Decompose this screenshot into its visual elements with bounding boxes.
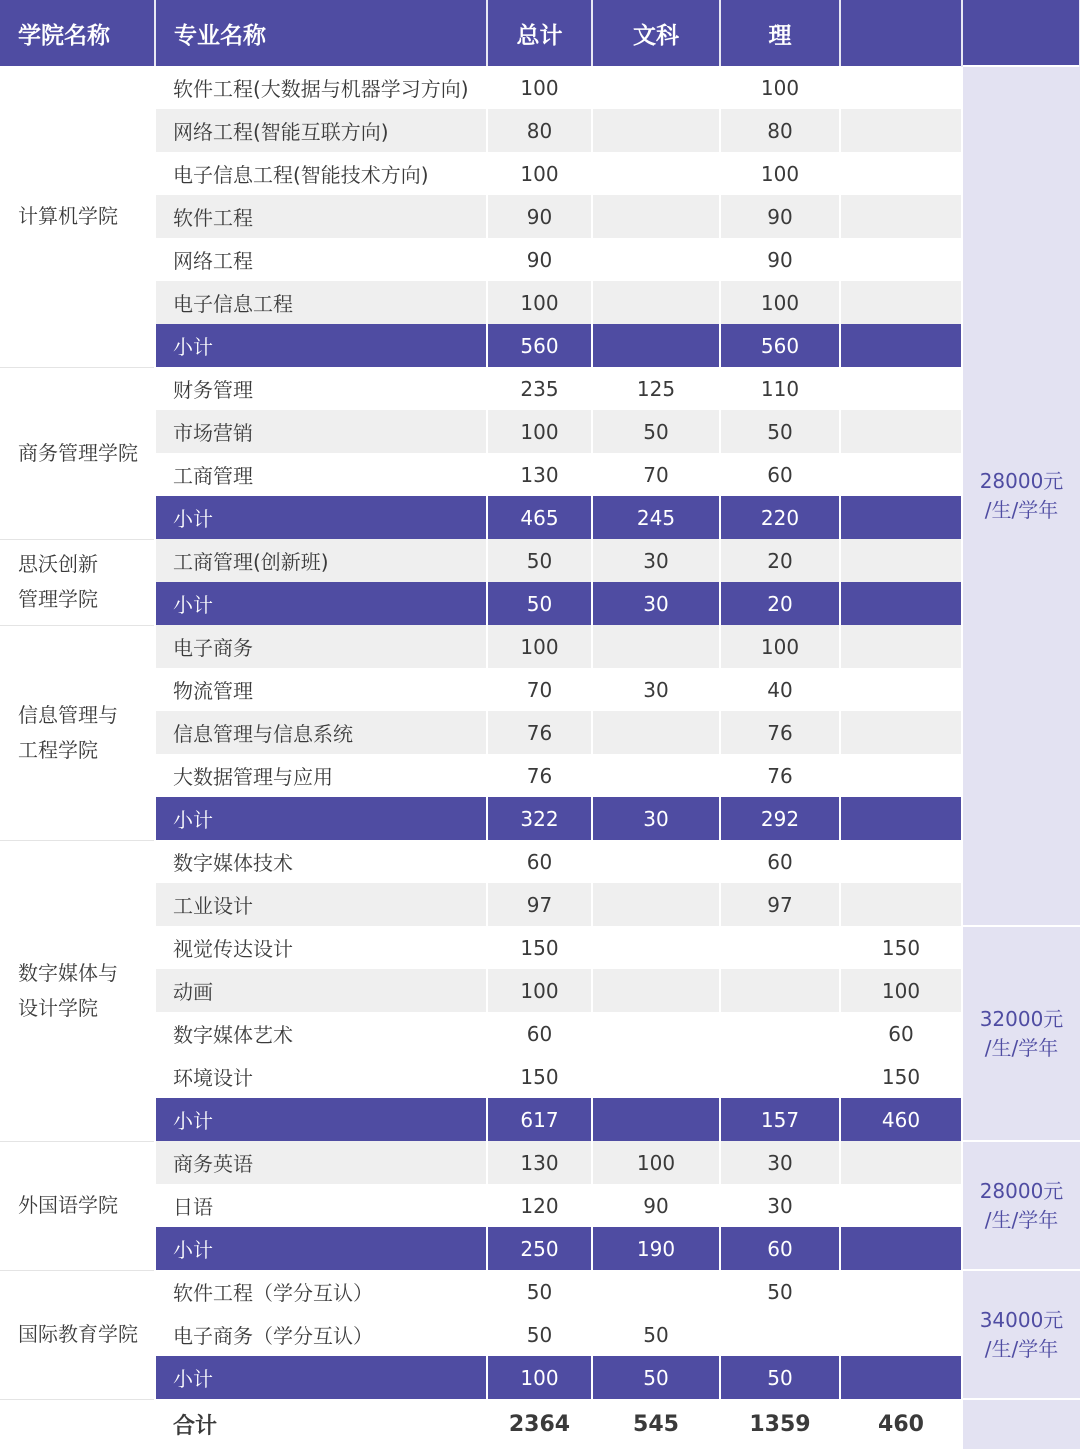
count-cell: 90 <box>487 238 592 281</box>
count-cell: 90 <box>720 195 840 238</box>
count-cell <box>592 625 720 668</box>
tuition-fee-text: 32000元 /生/学年 <box>979 1006 1064 1060</box>
total-row <box>0 1399 1080 1449</box>
table-row <box>0 668 1080 711</box>
major-name: 网络工程 <box>155 238 487 281</box>
count-cell <box>840 840 962 883</box>
count-cell <box>592 1055 720 1098</box>
major-name: 日语 <box>155 1184 487 1227</box>
tuition-fee-cell <box>962 66 1080 926</box>
subtotal-label: 小计 <box>155 324 487 367</box>
count-cell: 30 <box>592 668 720 711</box>
count-cell: 130 <box>487 453 592 496</box>
count-cell: 60 <box>720 453 840 496</box>
major-name: 电子信息工程(智能技术方向) <box>155 152 487 195</box>
subtotal-cell <box>840 582 962 625</box>
subtotal-cell <box>840 797 962 840</box>
count-cell <box>592 195 720 238</box>
count-cell <box>840 1141 962 1184</box>
count-cell <box>720 1012 840 1055</box>
major-name: 市场营销 <box>155 410 487 453</box>
subtotal-cell: 292 <box>720 797 840 840</box>
table-row <box>0 883 1080 926</box>
count-cell: 130 <box>487 1141 592 1184</box>
count-cell <box>840 539 962 582</box>
count-cell <box>840 625 962 668</box>
table-row <box>0 367 1080 410</box>
count-cell <box>840 410 962 453</box>
subtotal-row <box>0 496 1080 539</box>
total-spacer <box>0 1399 155 1449</box>
college-name: 思沃创新 管理学院 <box>0 539 155 625</box>
college-name: 商务管理学院 <box>0 367 155 539</box>
count-cell: 90 <box>720 238 840 281</box>
major-name: 物流管理 <box>155 668 487 711</box>
count-cell <box>592 883 720 926</box>
subtotal-label: 小计 <box>155 582 487 625</box>
count-cell: 50 <box>487 1270 592 1313</box>
count-cell: 100 <box>487 625 592 668</box>
count-cell <box>592 1012 720 1055</box>
header-row <box>0 0 1080 66</box>
count-cell: 30 <box>592 539 720 582</box>
count-cell <box>720 1313 840 1356</box>
subtotal-cell: 190 <box>592 1227 720 1270</box>
header-cell <box>962 0 1080 66</box>
tuition-fee-text: 28000元 /生/学年 <box>979 1178 1064 1232</box>
count-cell: 60 <box>840 1012 962 1055</box>
count-cell <box>592 1270 720 1313</box>
total-label: 合计 <box>155 1399 487 1449</box>
total-cell: 460 <box>840 1399 962 1449</box>
tuition-fee-cell <box>962 1270 1080 1399</box>
count-cell: 100 <box>487 410 592 453</box>
subtotal-cell: 20 <box>720 582 840 625</box>
subtotal-cell <box>840 496 962 539</box>
total-cell: 545 <box>592 1399 720 1449</box>
subtotal-row <box>0 1356 1080 1399</box>
major-name: 信息管理与信息系统 <box>155 711 487 754</box>
total-cell: 2364 <box>487 1399 592 1449</box>
major-name: 环境设计 <box>155 1055 487 1098</box>
count-cell <box>840 711 962 754</box>
table-row <box>0 109 1080 152</box>
count-cell <box>840 1270 962 1313</box>
count-cell: 50 <box>487 539 592 582</box>
count-cell: 40 <box>720 668 840 711</box>
subtotal-cell: 245 <box>592 496 720 539</box>
header-cell: 文科 <box>592 0 720 66</box>
count-cell: 60 <box>487 840 592 883</box>
subtotal-cell: 100 <box>487 1356 592 1399</box>
major-name: 软件工程(大数据与机器学习方向) <box>155 66 487 109</box>
major-name: 动画 <box>155 969 487 1012</box>
major-name: 数字媒体艺术 <box>155 1012 487 1055</box>
table-row <box>0 539 1080 582</box>
subtotal-cell: 560 <box>487 324 592 367</box>
major-name: 网络工程(智能互联方向) <box>155 109 487 152</box>
count-cell: 80 <box>720 109 840 152</box>
count-cell <box>840 453 962 496</box>
subtotal-label: 小计 <box>155 797 487 840</box>
total-fee-empty <box>962 1399 1080 1449</box>
count-cell: 50 <box>720 410 840 453</box>
count-cell: 235 <box>487 367 592 410</box>
count-cell: 125 <box>592 367 720 410</box>
table-row <box>0 969 1080 1012</box>
subtotal-cell: 220 <box>720 496 840 539</box>
count-cell <box>592 926 720 969</box>
count-cell: 80 <box>487 109 592 152</box>
count-cell: 110 <box>720 367 840 410</box>
major-name: 软件工程（学分互认） <box>155 1270 487 1313</box>
header-cell <box>840 0 962 66</box>
subtotal-label: 小计 <box>155 1098 487 1141</box>
count-cell: 60 <box>720 840 840 883</box>
count-cell <box>592 238 720 281</box>
subtotal-cell: 30 <box>592 582 720 625</box>
count-cell: 100 <box>487 66 592 109</box>
major-name: 视觉传达设计 <box>155 926 487 969</box>
subtotal-cell: 30 <box>592 797 720 840</box>
tuition-fee-cell <box>962 926 1080 1141</box>
count-cell: 30 <box>720 1141 840 1184</box>
subtotal-row <box>0 1098 1080 1141</box>
tuition-fee-cell <box>962 1141 1080 1270</box>
subtotal-cell: 50 <box>487 582 592 625</box>
header-cell: 专业名称 <box>155 0 487 66</box>
major-name: 电子商务 <box>155 625 487 668</box>
count-cell <box>720 969 840 1012</box>
count-cell <box>840 1313 962 1356</box>
table-row <box>0 1270 1080 1313</box>
count-cell: 100 <box>720 281 840 324</box>
table-row <box>0 410 1080 453</box>
subtotal-row <box>0 582 1080 625</box>
college-name: 信息管理与 工程学院 <box>0 625 155 840</box>
subtotal-cell: 460 <box>840 1098 962 1141</box>
major-name: 软件工程 <box>155 195 487 238</box>
table-row <box>0 152 1080 195</box>
count-cell <box>840 152 962 195</box>
table-row <box>0 711 1080 754</box>
count-cell <box>840 109 962 152</box>
count-cell <box>592 754 720 797</box>
table-row <box>0 840 1080 883</box>
count-cell: 97 <box>487 883 592 926</box>
count-cell: 50 <box>592 1313 720 1356</box>
count-cell: 150 <box>487 926 592 969</box>
major-name: 工商管理 <box>155 453 487 496</box>
count-cell: 100 <box>720 152 840 195</box>
header-cell: 理 <box>720 0 840 66</box>
count-cell <box>592 711 720 754</box>
count-cell: 70 <box>592 453 720 496</box>
count-cell: 100 <box>487 152 592 195</box>
table-row <box>0 281 1080 324</box>
count-cell: 150 <box>840 926 962 969</box>
count-cell <box>840 195 962 238</box>
subtotal-row <box>0 797 1080 840</box>
table-row <box>0 625 1080 668</box>
count-cell: 100 <box>487 969 592 1012</box>
college-name: 计算机学院 <box>0 66 155 367</box>
subtotal-row <box>0 1227 1080 1270</box>
count-cell: 100 <box>487 281 592 324</box>
table-row <box>0 926 1080 969</box>
subtotal-cell: 465 <box>487 496 592 539</box>
college-name: 国际教育学院 <box>0 1270 155 1399</box>
major-name: 电子商务（学分互认） <box>155 1313 487 1356</box>
subtotal-cell: 60 <box>720 1227 840 1270</box>
table-row <box>0 453 1080 496</box>
subtotal-label: 小计 <box>155 496 487 539</box>
count-cell: 120 <box>487 1184 592 1227</box>
count-cell: 20 <box>720 539 840 582</box>
subtotal-cell <box>840 1227 962 1270</box>
count-cell: 50 <box>720 1270 840 1313</box>
count-cell <box>840 66 962 109</box>
count-cell <box>840 238 962 281</box>
count-cell <box>720 1055 840 1098</box>
count-cell <box>840 754 962 797</box>
count-cell <box>840 281 962 324</box>
tuition-fee-text: 28000元 /生/学年 <box>979 469 1064 522</box>
major-name: 电子信息工程 <box>155 281 487 324</box>
count-cell <box>720 926 840 969</box>
count-cell <box>592 969 720 1012</box>
subtotal-cell: 322 <box>487 797 592 840</box>
college-name: 数字媒体与 设计学院 <box>0 840 155 1141</box>
count-cell: 60 <box>487 1012 592 1055</box>
total-cell: 1359 <box>720 1399 840 1449</box>
major-name: 工商管理(创新班) <box>155 539 487 582</box>
count-cell: 90 <box>487 195 592 238</box>
table-row <box>0 195 1080 238</box>
college-name: 外国语学院 <box>0 1141 155 1270</box>
header-cell: 总计 <box>487 0 592 66</box>
table-row <box>0 1313 1080 1356</box>
table-row <box>0 238 1080 281</box>
major-name: 财务管理 <box>155 367 487 410</box>
count-cell <box>592 840 720 883</box>
count-cell <box>840 883 962 926</box>
subtotal-label: 小计 <box>155 1227 487 1270</box>
count-cell <box>592 66 720 109</box>
count-cell: 76 <box>487 754 592 797</box>
count-cell: 90 <box>592 1184 720 1227</box>
count-cell: 150 <box>840 1055 962 1098</box>
subtotal-cell: 617 <box>487 1098 592 1141</box>
table-row <box>0 754 1080 797</box>
count-cell: 150 <box>487 1055 592 1098</box>
count-cell: 70 <box>487 668 592 711</box>
major-name: 大数据管理与应用 <box>155 754 487 797</box>
count-cell: 76 <box>720 754 840 797</box>
table-row <box>0 1055 1080 1098</box>
major-name: 数字媒体技术 <box>155 840 487 883</box>
subtotal-cell: 250 <box>487 1227 592 1270</box>
count-cell: 50 <box>592 410 720 453</box>
count-cell: 97 <box>720 883 840 926</box>
subtotal-cell <box>840 324 962 367</box>
table-row <box>0 1184 1080 1227</box>
table-row <box>0 1141 1080 1184</box>
count-cell <box>840 668 962 711</box>
subtotal-cell <box>592 324 720 367</box>
count-cell <box>840 1184 962 1227</box>
subtotal-cell: 560 <box>720 324 840 367</box>
subtotal-row <box>0 324 1080 367</box>
count-cell: 100 <box>720 66 840 109</box>
count-cell <box>592 281 720 324</box>
subtotal-cell: 50 <box>592 1356 720 1399</box>
table-row <box>0 1012 1080 1055</box>
table-row <box>0 66 1080 109</box>
count-cell: 100 <box>720 625 840 668</box>
count-cell <box>840 367 962 410</box>
major-name: 工业设计 <box>155 883 487 926</box>
major-name: 商务英语 <box>155 1141 487 1184</box>
header-cell: 学院名称 <box>0 0 155 66</box>
count-cell <box>592 109 720 152</box>
count-cell: 100 <box>840 969 962 1012</box>
subtotal-cell <box>840 1356 962 1399</box>
count-cell: 30 <box>720 1184 840 1227</box>
subtotal-cell <box>592 1098 720 1141</box>
count-cell <box>592 152 720 195</box>
count-cell: 100 <box>592 1141 720 1184</box>
count-cell: 76 <box>720 711 840 754</box>
count-cell: 76 <box>487 711 592 754</box>
subtotal-label: 小计 <box>155 1356 487 1399</box>
count-cell: 50 <box>487 1313 592 1356</box>
subtotal-cell: 50 <box>720 1356 840 1399</box>
tuition-fee-text: 34000元 /生/学年 <box>979 1307 1064 1361</box>
subtotal-cell: 157 <box>720 1098 840 1141</box>
